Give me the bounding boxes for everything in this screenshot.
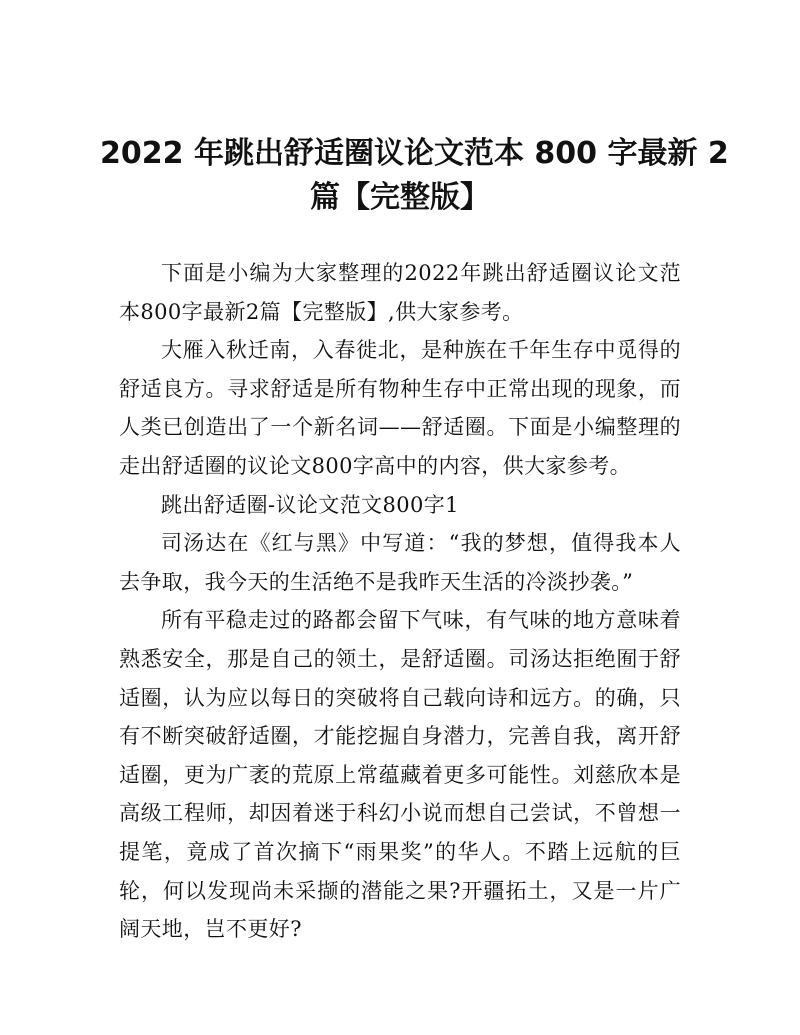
document-body <box>119 254 681 949</box>
section-heading: 跳出舒适圈-议论文范文800字1 <box>161 492 459 517</box>
quote-paragraph: 司汤达在《红与黑》中写道：“我的梦想，值得我本人去争取，我今天的生活绝不是我昨天生活的冷淡抄袭。” <box>119 531 681 594</box>
title-line-2: 篇【完整版】 <box>310 180 490 215</box>
title-line-1: 2022 年跳出舒适圈议论文范本 800 字最新 2 <box>100 136 729 171</box>
intro-paragraph: 下面是小编为大家整理的2022年跳出舒适圈议论文范本800字最新2篇【完整版】,供大家参考。 <box>119 261 681 324</box>
background-paragraph: 大雁入秋迁南，入春徙北，是种族在千年生存中觅得的舒适良方。寻求舒适是所有物种生存中正常出现的现象，而人类已创造出了一个新名词——舒适圈。下面是小编整理的走出舒适圈的议论文800字高中的内容，供大家参考。 <box>119 338 681 478</box>
argument-paragraph: 所有平稳走过的路都会留下气味，有气味的地方意味着熟悉安全，那是自己的领土，是舒适圈。司汤达拒绝囿于舒适圈，认为应以每日的突破将自己载向诗和远方。的确，只有不断突破舒适圈，才能挖掘自身潜力，完善自我，离开舒适圈，更为广袤的荒原上常蕴藏着更多可能性。刘慈欣本是高级工程师，却因着迷于科幻小说而想自己尝试，不曾想一提笔，竟成了首次摘下“雨果奖”的华人。不踏上远航的巨轮，何以发现尚未采撷的潜能之果?开疆拓土，又是一片广阔天地，岂不更好? <box>119 608 681 942</box>
document-title <box>100 132 729 220</box>
